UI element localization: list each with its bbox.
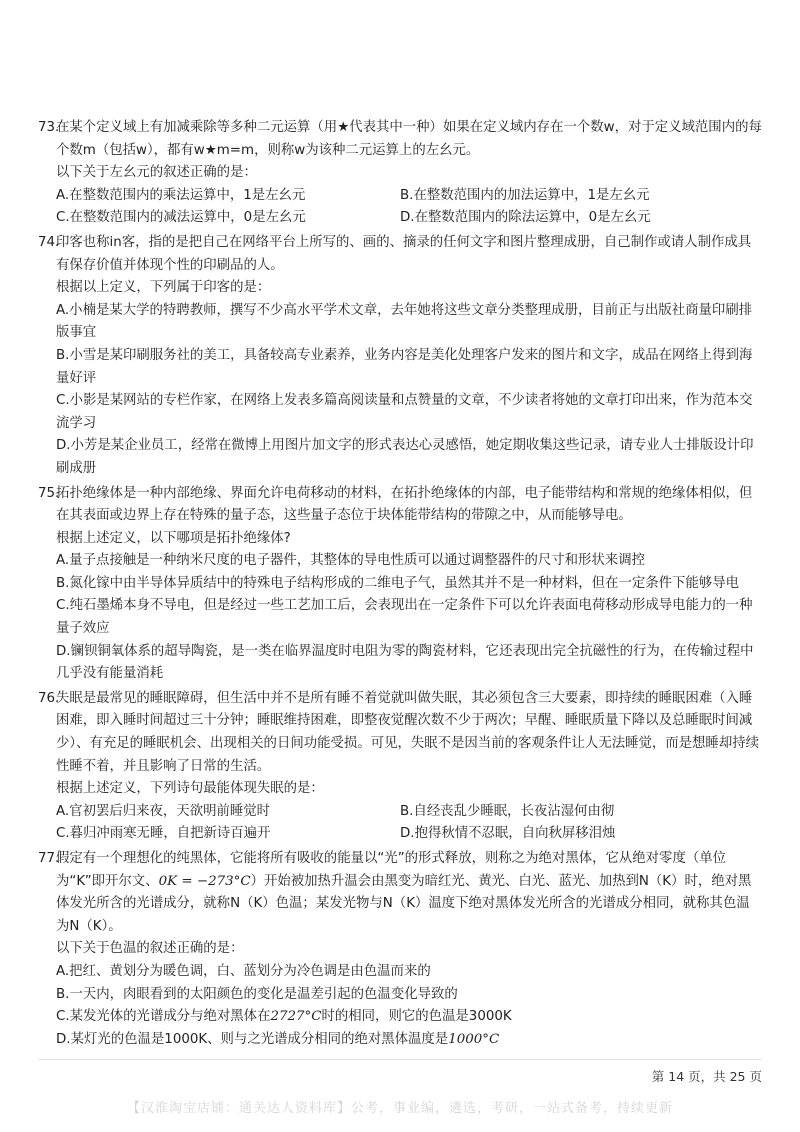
option-a: A.在整数范围内的乘法运算中，1是左幺元 [56,187,306,203]
question-74 [38,232,762,481]
question-number: 75. [38,485,60,501]
option-b: B.一天内，肉眼看到的太阳颜色的变化是温差引起的色温变化导致的 [56,986,458,1002]
option-a: A.量子点接触是一种纳米尺度的电子器件，其整体的导电性质可以通过调整器件的尺寸和形状来调控 [56,553,645,569]
option-c: C.暮归冲雨寒无睡，自把新诗百遍开 [56,826,271,842]
stem-text-part: ）开始被加热升温会由黑变为暗红光、黄光、白光、蓝光、加热到N（K）时，绝对黑体发光所含的光谱成分，就称N（K）色温；某发光物与N（K）温度下绝对黑体发光所含的光谱成分相同，就称其色温为N（K）。 [56,873,752,934]
option-d: D.在整数范围内的除法运算中，0是左幺元 [400,210,651,226]
option-c: C.纯石墨烯本身不导电，但是经过一些工艺加工后，会表现出在一定条件下可以允许表面电荷移动形成导电能力的一种量子效应 [56,598,753,637]
question-prompt: 根据上述定义，以下哪项是拓扑绝缘体? [56,530,291,546]
question-prompt: 以下关于左幺元的叙述正确的是： [56,165,257,181]
absolute-zero-formula: 0K = −273°C [158,873,251,889]
question-73 [38,117,762,230]
footer-divider [38,1059,762,1060]
option-text-part: C.某发光体的光谱成分与绝对黑体在 [56,1009,271,1025]
option-d: D.抱得秋情不忍眠，自向秋屏移泪烛 [400,826,616,842]
temperature-formula: 2727°C [270,1009,322,1025]
option-a: A.小楠是某大学的特聘教师，撰写不少高水平学术文章，去年她将这些文章分类整理成册，目前正与出版社商量印刷排版事宜 [56,302,753,341]
temperature-formula: 1000°C [448,1031,500,1047]
option-c: C.小影是某网站的专栏作家，在网络上发表多篇高阅读量和点赞量的文章，不少读者将她的文章打印出来，作为范本交流学习 [56,393,753,431]
option-b: B.在整数范围内的加法运算中，1是左幺元 [400,187,650,203]
option-d: D.小芳是某企业员工，经常在微博上用图片加文字的形式表达心灵感悟，她定期收集这些记录，请专业人士排版设计印刷成册 [56,438,754,476]
question-stem: 在某个定义域上有加减乘除等多种二元运算（用★代表其中一种）如果在定义域内存在一个数w，对于定义域范围内的每个数m（包括w），都有w★m=m，则称w为该种二元运算上的左幺元。 [56,120,762,158]
question-stem: 拓扑绝缘体是一种内部绝缘、界面允许电荷移动的材料，在拓扑绝缘体的内部，电子能带结构和常规的绝缘体相似，但在其表面或边界上存在特殊的量子态，这些量子态位于块体能带结构的带隙之中，从而能够导电。 [56,485,753,524]
option-grid [56,801,762,846]
question-number: 77. [38,851,60,866]
option-a: A.官初罢后归来夜，天欲明前睡觉时 [56,803,271,819]
question-prompt: 根据以上定义，下列属于印客的是： [56,280,271,296]
option-grid [56,185,762,230]
question-prompt: 根据上述定义，下列诗句最能体现失眠的是： [56,781,324,797]
option-d: D.镧钡铜氧体系的超导陶瓷，是一类在临界温度时电阻为零的陶瓷材料，它还表现出完全抗磁性的行为，在传输过程中几乎没有能量消耗 [56,643,754,682]
watermark-text: 【汉淮淘宝店铺：通关达人资料库】公考，事业编，遴选，考研，一站式备考，持续更新 [126,1101,673,1116]
question-prompt: 以下关于色温的叙述正确的是： [56,941,244,957]
question-stem: 失眠是最常见的睡眠障碍，但生活中并不是所有睡不着觉就叫做失眠，其必须包含三大要素，即持续的睡眠困难（入睡困难，即入睡时间超过三十分钟；睡眠维持困难，即整夜觉醒次数不少于两次；早醒、睡眠质量下降以及总睡眠时间减少）、有充足的睡眠机会、出现相关的日间功能受损。可见，失眠不是因当前的客观条件让人无法睡觉，而是想睡却持续性睡不着，并且影响了日常的生活。 [56,690,759,774]
question-stem [56,848,762,938]
page-number: 第 14 页，共 25 页 [651,1069,762,1084]
option-b: B.自经丧乱少睡眠，长夜沾湿何由彻 [400,803,615,819]
question-list [38,117,762,1053]
stem-text-part: 假定有一个理想化的纯黑体，它能将所有吸收的能量以“光”的形式释放，则称之为绝对黑体，它从绝对零度（单位为“K”即开尔文、 [56,851,727,889]
question-76 [38,688,762,846]
option-text-part: 时的相同，则它的色温是3000K [321,1009,512,1025]
question-number: 76. [38,690,60,706]
option-c: C.在整数范围内的减法运算中，0是左幺元 [56,210,306,226]
question-number: 74. [38,234,60,250]
question-stem: 印客也称in客，指的是把自己在网络平台上所写的、画的、摘录的任何文字和图片整理成册，自己制作或请人制作成具有保存价值并体现个性的印刷品的人。 [56,234,752,273]
option-text-part: D.某灯光的色温是1000K、则与之光谱成分相同的绝对黑体温度是 [56,1031,449,1047]
question-77 [38,848,762,1051]
option-d [56,1029,762,1052]
question-75 [38,483,762,686]
option-b: B.氮化镓中由半导体异质结中的特殊电子结构形成的二维电子气，虽然其并不是一种材料，但在一定条件下能够导电 [56,575,739,591]
question-number: 73. [38,120,60,135]
option-b: B.小雪是某印刷服务社的美工，具备较高专业素养，业务内容是美化处理客户发来的图片和文字，成品在网络上得到海量好评 [56,347,753,386]
option-a: A.把红、黄划分为暖色调，白、蓝划分为冷色调是由色温而来的 [56,963,431,979]
option-c [56,1006,762,1029]
